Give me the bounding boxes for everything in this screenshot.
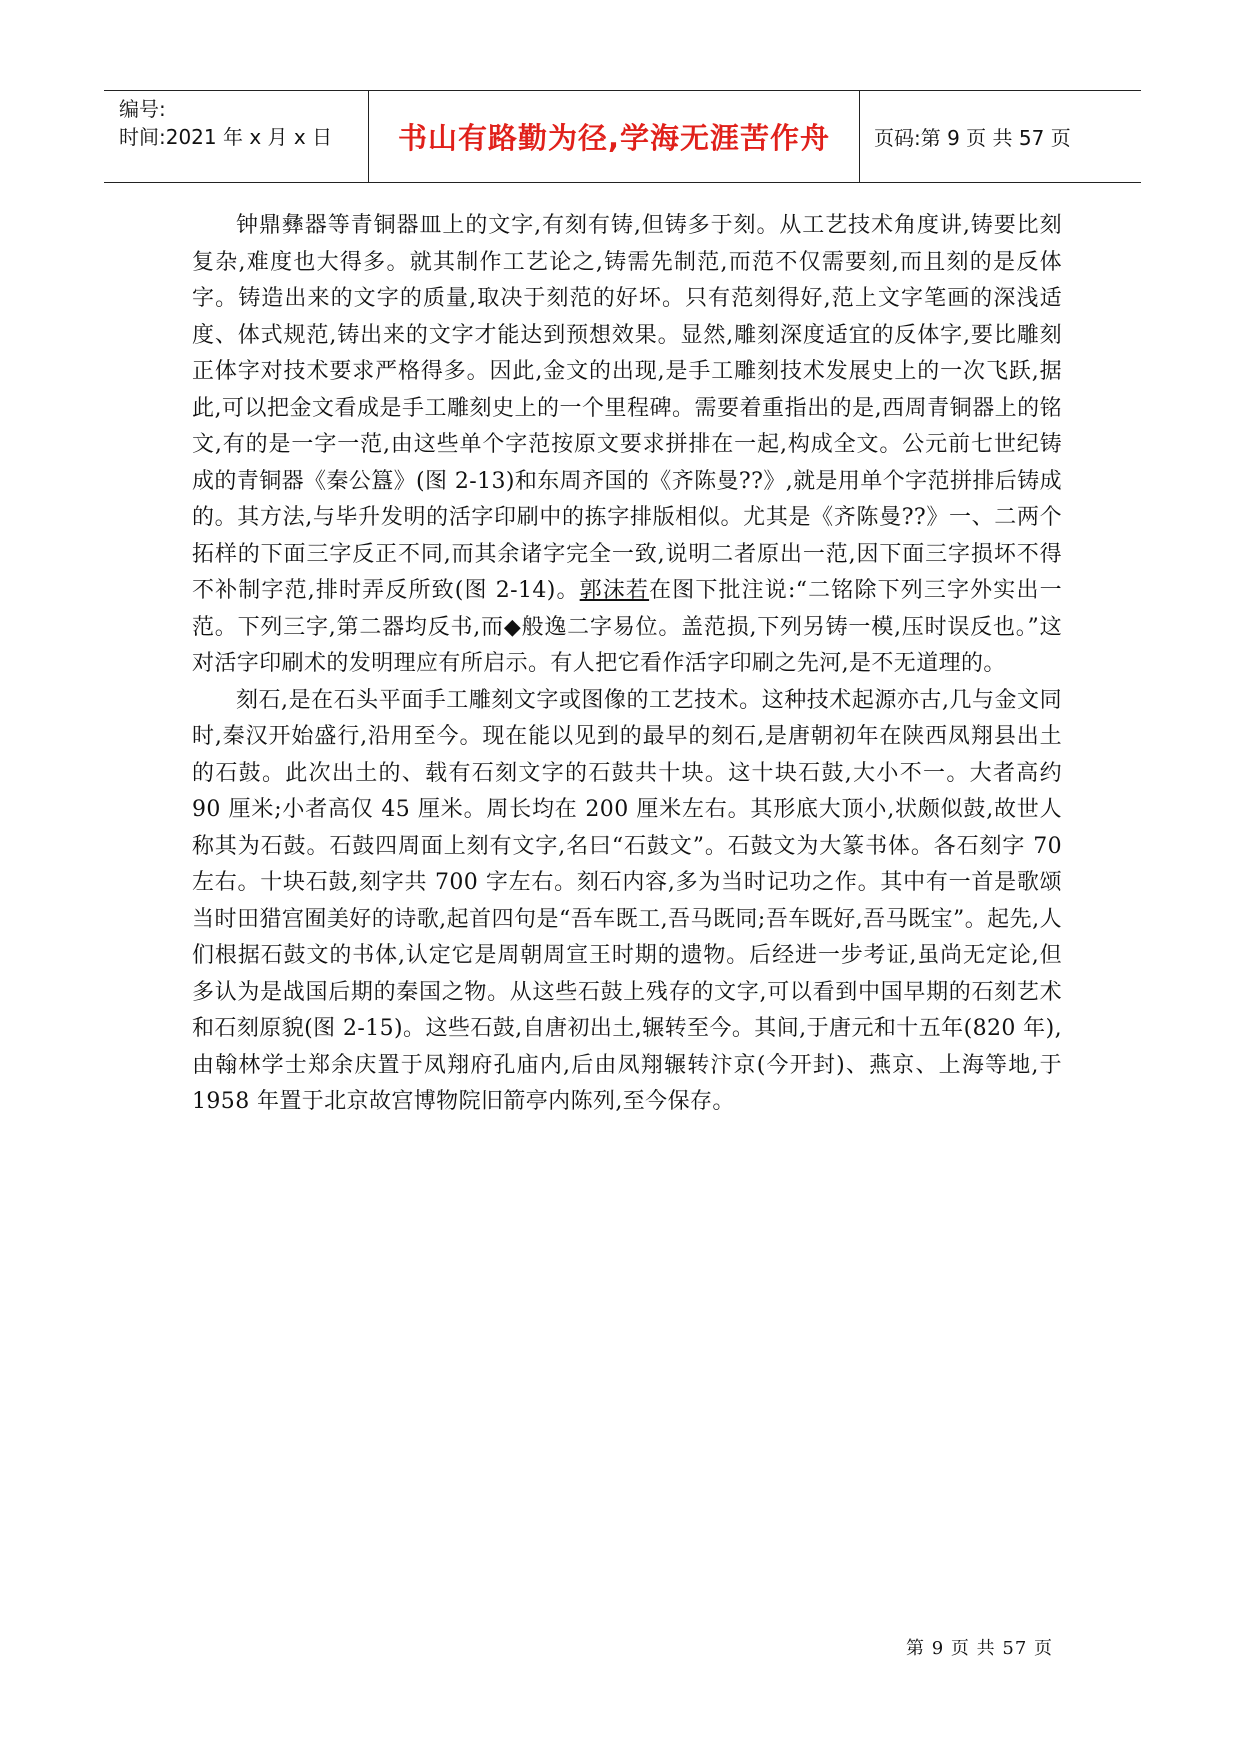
paragraph-stone-carving: 刻石,是在石头平面手工雕刻文字或图像的工艺技术。这种技术起源亦古,几与金文同时,秦汉开始盛行,沿用至今。现在能以见到的最早的刻石,是唐朝初年在陕西凤翔县出土的石鼓。此次出土的、载有石刻文字的石鼓共十块。这十块石鼓,大小不一。大者高约 90 厘米;小者高仅 45 厘米。周长均在 200 厘米左右。其形底大顶小,状颇似鼓,故世人称其为石鼓。石鼓四周面上刻有文字,名曰“石鼓文”。石鼓文为大篆书体。各石刻字 70 左右。十块石鼓,刻字共 700 字左右。刻石内容,多为当时记功之作。其中有一首是歌颂当时田猎宫囿美好的诗歌,起首四句是“吾车既工,吾马既同;吾车既好,吾马既宝”。起先,人们根据石鼓文的书体,认定它是周朝周宣王时期的遗物。后经进一步考证,虽尚无定论,但多认为是战国后期的秦国之物。从这些石鼓上残存的文字,可以看到中国早期的石刻艺术和石刻原貌(图 2-15)。这些石鼓,自唐初出土,辗转至今。其间,于唐元和十五年(820 年),由翰林学士郑余庆置于凤翔府孔庙内,后由凤翔辗转汴京(今开封)、燕京、上海等地,于 1958 年置于北京故宫博物院旧箭亭内陈列,至今保存。 xyxy=(192,687,1062,1114)
header-motto: 书山有路勤为径,学海无涯苦作舟 xyxy=(397,121,831,155)
paragraph-text: 在图下批注说:“二铭除下列三字外实出一范。下列三字,第二器均反书,而◆般逸二字易位。盖范损,下列另铸一模,压时误反也。”这对活字印刷术的发明理应有所启示。有人把它看作活字印刷之先河,是不无道理的。 xyxy=(192,578,1062,676)
header-info xyxy=(119,95,369,151)
date-label: 时间:2021 年 x 月 x 日 xyxy=(119,125,333,149)
header-divider xyxy=(859,91,860,182)
paragraph-bronze-inscriptions xyxy=(192,208,1062,683)
page-footer: 第 9 页 共 57 页 xyxy=(906,1638,1053,1659)
serial-number-label: 编号: xyxy=(119,97,166,121)
paragraph-text: 钟鼎彝器等青铜器皿上的文字,有刻有铸,但铸多于刻。从工艺技术角度讲,铸要比刻复杂,难度也大得多。就其制作工艺论之,铸需先制范,而范不仅需要刻,而且刻的是反体字。铸造出来的文字的质量,取决于刻范的好坏。只有范刻得好,范上文字笔画的深浅适度、体式规范,铸出来的文字才能达到预想效果。显然,雕刻深度适宜的反体字,要比雕刻正体字对技术要求严格得多。因此,金文的出现,是手工雕刻技术发展史上的一次飞跃,据此,可以把金文看成是手工雕刻史上的一个里程碑。需要着重指出的是,西周青铜器上的铭文,有的是一字一范,由这些单个字范按原文要求拼排在一起,构成全文。公元前七世纪铸成的青铜器《秦公簋》(图 2-13)和东周齐国的《齐陈曼??》,就是用单个字范拼排后铸成的。其方法,与毕升发明的活字印刷中的拣字排版相似。尤其是《齐陈曼??》一、二两个拓样的下面三字反正不同,而其余诸字完全一致,说明二者原出一范,因下面三字损坏不得不补制字范,排时弄反所致(图 2-14)。 xyxy=(192,213,1062,603)
document-body xyxy=(192,208,1062,1121)
header-page-number: 页码:第 9 页 共 57 页 xyxy=(874,126,1071,150)
page-header xyxy=(104,90,1141,183)
guo-moruo-link[interactable]: 郭沫若 xyxy=(579,578,650,603)
